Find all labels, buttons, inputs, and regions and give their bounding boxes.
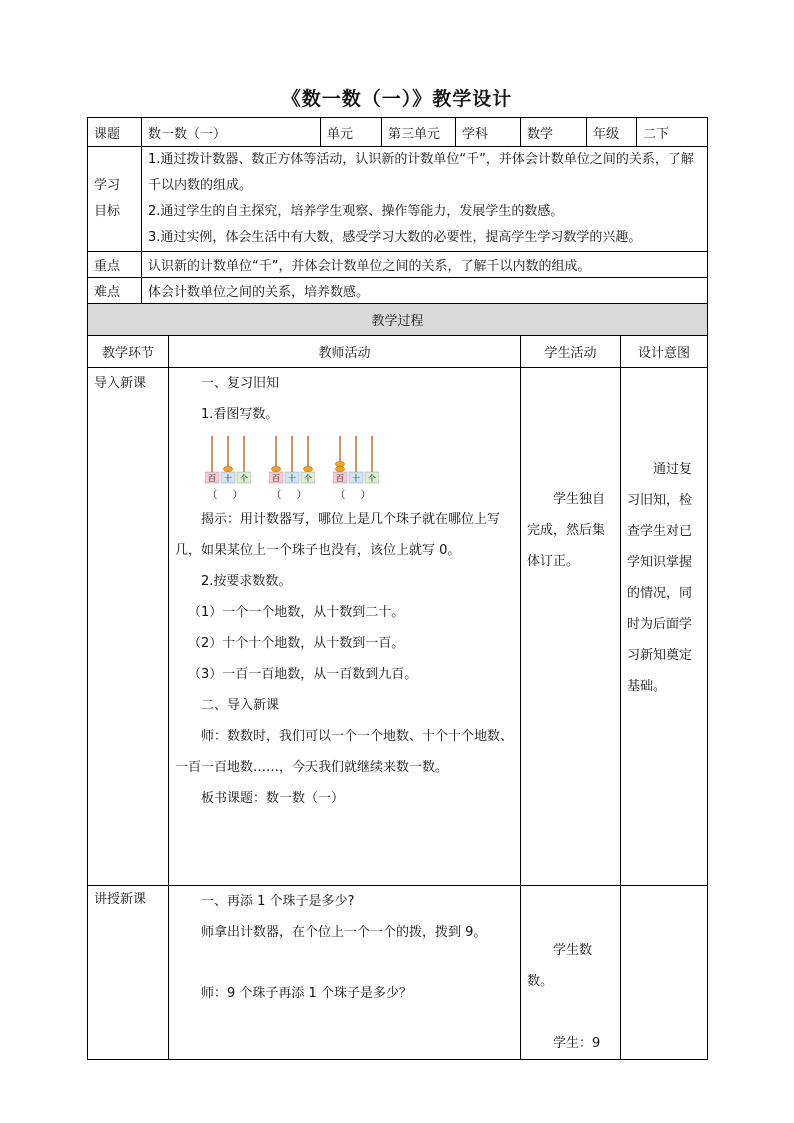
stage-intro: 导入新课 bbox=[88, 368, 169, 886]
subject-value: 数学 bbox=[521, 118, 587, 147]
topic-label: 课题 bbox=[88, 118, 142, 147]
teacher-line: （2）十个十个地数，从十数到一百。 bbox=[188, 636, 405, 651]
difficulty-text: 体会计数单位之间的关系，培养数感。 bbox=[142, 278, 708, 304]
lesson-plan-table bbox=[87, 117, 708, 1060]
goals-label-line-2: 目标 bbox=[94, 204, 121, 219]
student-text: 学生独自完成，然后集体订正。 bbox=[527, 492, 606, 569]
teacher-line: 2.按要求数数。 bbox=[201, 574, 292, 589]
process-header-row bbox=[88, 304, 708, 336]
goal-item: 1.通过拨计数器、数正方体等活动，认识新的计数单位“千”，并体会计数单位之间的关系，了解千以内数的组成。 bbox=[148, 152, 694, 193]
goals-label bbox=[88, 147, 142, 252]
unit-label: 单元 bbox=[321, 118, 382, 147]
abacus-drawing bbox=[205, 434, 251, 484]
teacher-activity-new bbox=[169, 886, 521, 1060]
grade-label: 年级 bbox=[587, 118, 637, 147]
teacher-line: 二、导入新课 bbox=[201, 698, 280, 713]
abacus-place-label: 百 bbox=[336, 474, 344, 483]
col-stage: 教学环节 bbox=[88, 336, 169, 368]
goal-item: 3.通过实例，体会生活中有大数，感受学习大数的必要性，提高学生学习数学的兴趣。 bbox=[148, 230, 642, 245]
abacus-place-label: 个 bbox=[368, 474, 376, 483]
abacus bbox=[269, 434, 315, 501]
goal-item: 2.通过学生的自主探究，培养学生观察、操作等能力，发展学生的数感。 bbox=[148, 204, 564, 219]
section-new-row bbox=[88, 886, 708, 1060]
teacher-line: 一、复习旧知 bbox=[201, 376, 280, 391]
document-title: 《数一数（一）》教学设计 bbox=[281, 88, 513, 110]
key-point-label: 重点 bbox=[88, 252, 142, 278]
col-teacher: 教师活动 bbox=[169, 336, 521, 368]
key-point-row bbox=[88, 252, 708, 278]
teacher-line: （3）一百一百地数，从一百数到九百。 bbox=[188, 667, 418, 682]
intent-text: 通过复习旧知，检查学生对已学知识掌握的情况，同时为后面学习新知奠定基础。 bbox=[627, 462, 693, 694]
info-row bbox=[88, 118, 708, 147]
teacher-line: 师：数数时，我们可以一个一个地数、十个十个地数、一百一百地数……，今天我们就继续来数一数。 bbox=[175, 729, 514, 775]
student-activity-intro bbox=[521, 368, 621, 886]
abacus-bead bbox=[336, 466, 345, 471]
col-student: 学生活动 bbox=[521, 336, 621, 368]
design-intent-intro bbox=[621, 368, 708, 886]
subject-label: 学科 bbox=[456, 118, 521, 147]
abacus-place-label: 十 bbox=[224, 474, 232, 483]
abacus-place-label: 十 bbox=[352, 474, 360, 483]
difficulty-row bbox=[88, 278, 708, 304]
student-text: 学生数数。 bbox=[527, 943, 593, 989]
teacher-activity-intro bbox=[169, 368, 521, 886]
abacus-place-label: 个 bbox=[240, 474, 248, 483]
teacher-line: 师拿出计数器，在个位上一个一个的拨，拨到 9。 bbox=[201, 925, 487, 940]
process-header: 教学过程 bbox=[88, 304, 708, 336]
topic-value: 数一数（一） bbox=[142, 118, 321, 147]
teacher-line: 1.看图写数。 bbox=[201, 407, 279, 422]
abacus-drawing bbox=[269, 434, 315, 484]
key-point-text: 认识新的计数单位“千”，并体会计数单位之间的关系，了解千以内数的组成。 bbox=[142, 252, 708, 278]
answer-blank: （ ） bbox=[335, 490, 377, 501]
abacus-bead bbox=[272, 466, 281, 471]
teacher-line: （1）一个一个地数，从十数到二十。 bbox=[188, 605, 405, 620]
stage-new: 讲授新课 bbox=[88, 886, 169, 1060]
abacus-place-label: 个 bbox=[304, 474, 312, 483]
abacus bbox=[333, 434, 379, 501]
difficulty-label: 难点 bbox=[88, 278, 142, 304]
answer-blank: （ ） bbox=[271, 490, 313, 501]
abacus-drawing bbox=[333, 434, 379, 484]
grade-value: 二下 bbox=[637, 118, 708, 147]
goals-label-line-1: 学习 bbox=[94, 178, 121, 193]
teacher-line: 师：9 个珠子再添 1 个珠子是多少？ bbox=[201, 986, 412, 1001]
abacus-bead bbox=[224, 466, 233, 471]
goals-content bbox=[142, 147, 708, 252]
abacus bbox=[205, 434, 251, 501]
teacher-line: 板书课题：数一数（一） bbox=[201, 791, 345, 806]
teacher-line: 揭示：用计数器写，哪位上是几个珠子就在哪位上写几，如果某位上一个珠子也没有，该位上就写 0。 bbox=[175, 512, 501, 558]
abacus-place-label: 十 bbox=[288, 474, 296, 483]
abacus-place-label: 百 bbox=[272, 474, 280, 483]
student-activity-new bbox=[521, 886, 621, 1060]
design-intent-new bbox=[621, 886, 708, 1060]
abacus-bead bbox=[304, 466, 313, 471]
goals-row bbox=[88, 147, 708, 252]
abacus-place-label: 百 bbox=[208, 474, 216, 483]
section-intro-row bbox=[88, 368, 708, 886]
col-intent: 设计意图 bbox=[621, 336, 708, 368]
answer-blank: （ ） bbox=[207, 490, 249, 501]
teacher-line: 一、再添 1 个珠子是多少? bbox=[201, 894, 355, 909]
student-text: 学生：9 bbox=[553, 1036, 601, 1051]
abacus-figure bbox=[175, 434, 514, 504]
process-columns-row bbox=[88, 336, 708, 368]
abacus-bead bbox=[336, 461, 345, 466]
unit-value: 第三单元 bbox=[382, 118, 456, 147]
